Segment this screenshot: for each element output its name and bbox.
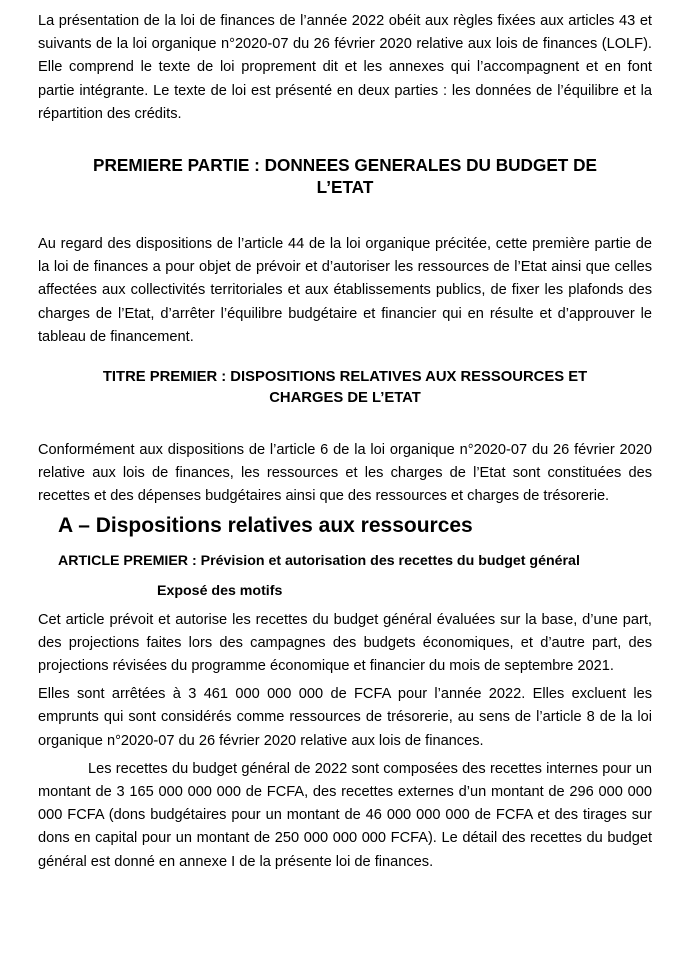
motifs-paragraph-3: Les recettes du budget général de 2022 sont composées des recettes internes pour un montant de 3 165 000 000 000 de FCFA, des recettes externes d’un montant de 296 000 000 000 FCFA (dons budgétaires pour un montant de 46 000 000 000 de FCFA et des tirages sur dons en capital pour un montant de 250 000 000 000 FCFA). Le détail des recettes du budget général est donné en annexe I de la présente loi de finances.: [38, 760, 652, 870]
motifs-heading: Exposé des motifs: [157, 582, 283, 599]
titre-heading: [38, 367, 652, 409]
part-paragraph: Au regard des dispositions de l’article 44 de la loi organique précitée, cette première partie de la loi de finances a pour objet de prévoir et d’autoriser les ressources de l’Etat ainsi que celles affectées aux collectivités territoriales et aux établissements publics, de fixer les plafonds des charges de l’Etat, d’arrêter l’équilibre budgétaire et financier qui en résulte et d’approuver le tableau de financement.: [38, 236, 652, 345]
part-heading: [38, 154, 652, 198]
titre-paragraph: Conformément aux dispositions de l’article 6 de la loi organique n°2020-07 du 26 février 2020 relative aux lois de finances, les ressources et les charges de l’Etat sont constituées des recettes et des dépenses budgétaires ainsi que des ressources et charges de trésorerie.: [38, 442, 652, 505]
motifs-paragraph-2: Elles sont arrêtées à 3 461 000 000 000 de FCFA pour l’année 2022. Elles excluent les emprunts qui sont considérés comme ressources de trésorerie, au sens de l’article 8 de la loi organique n°2020-07 du 26 février 2020 relative aux lois de finances.: [38, 686, 652, 749]
part-heading-line-1: PREMIERE PARTIE : DONNEES GENERALES DU BUDGET DE: [93, 155, 597, 176]
titre-heading-line-1: TITRE PREMIER : DISPOSITIONS RELATIVES AUX RESSOURCES ET: [102, 369, 588, 386]
section-heading: A – Dispositions relatives aux ressources: [58, 513, 473, 537]
titre-heading-line-2: CHARGES DE L’ETAT: [269, 390, 421, 407]
article-heading: ARTICLE PREMIER : Prévision et autorisation des recettes du budget général: [58, 552, 580, 569]
part-heading-line-2: L’ETAT: [316, 177, 374, 198]
motifs-paragraph-1: Cet article prévoit et autorise les recettes du budget général évaluées sur la base, d’une part, des projections faites lors des campagnes des budgets économiques, et d’autre part, des projections révisées du programme économique et financier du mois de septembre 2021.: [38, 611, 652, 675]
intro-paragraph: La présentation de la loi de finances de l’année 2022 obéit aux règles fixées aux articles 43 et suivants de la loi organique n°2020-07 du 26 février 2020 relative aux lois de finances (LOLF). Elle comprend le texte de loi proprement dit et les annexes qui l’accompagnent et en font partie intégrante. Le texte de loi est présenté en deux parties : les données de l’équilibre et la répartition des crédits.: [38, 13, 652, 122]
